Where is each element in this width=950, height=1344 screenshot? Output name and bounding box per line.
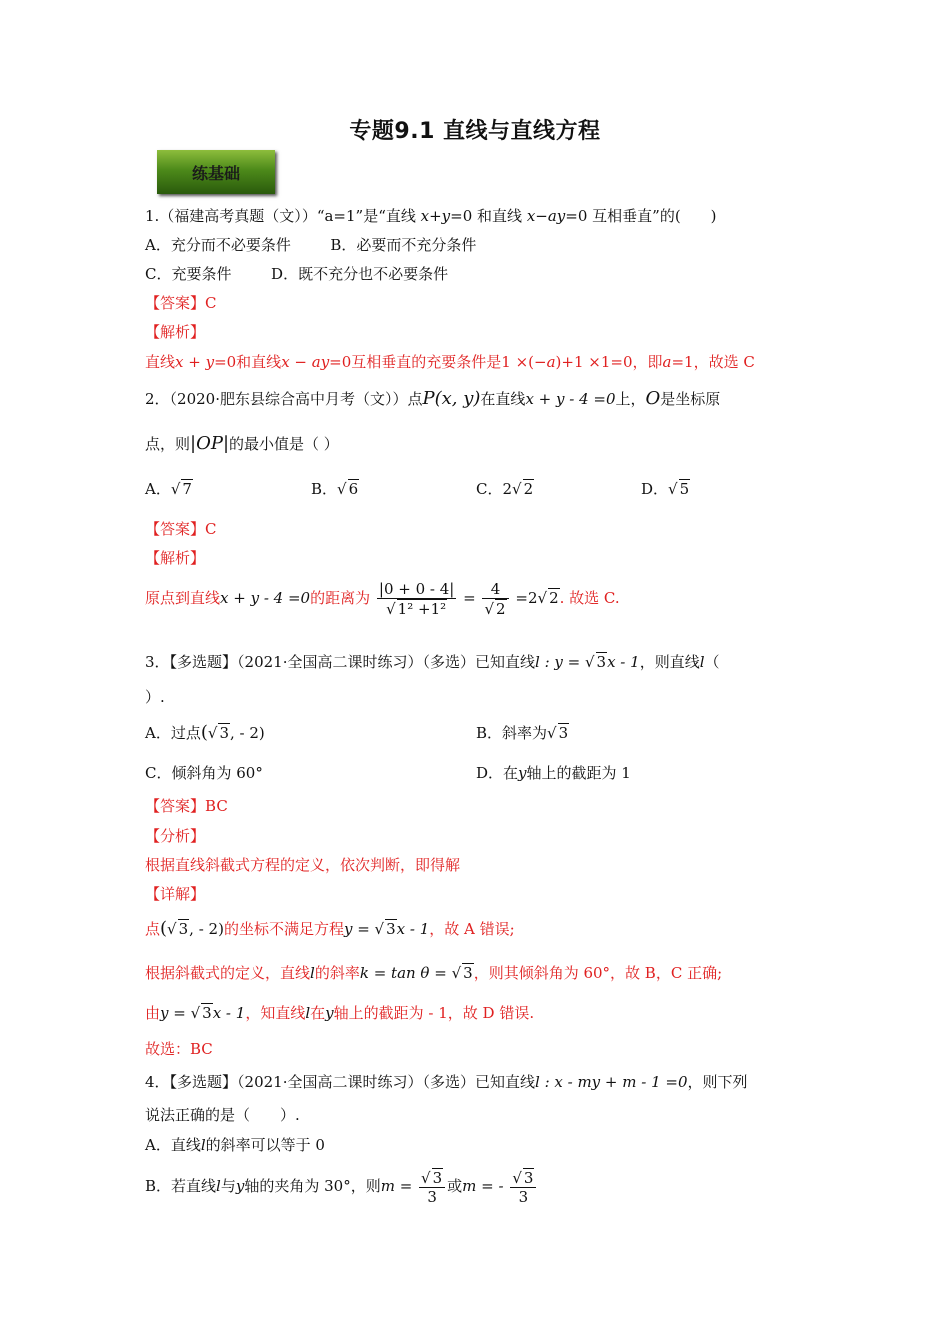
q4-option-b: B．若直线l与y轴的夹角为 30°，则m = $\frac{√ 3}{3}$ 或m = - $\frac{√ 3}{3}$ — [145, 1168, 538, 1206]
q1-stem: 1.（福建高考真题（文））“a=1”是“直线 x+y=0 和直线 x−ay=0 互相垂直”的( ) — [145, 207, 717, 225]
q1-answer: 【答案】C — [145, 294, 217, 312]
q1-options-row2 — [145, 263, 448, 284]
q1-option-d: D．既不充分也不必要条件 — [271, 265, 449, 283]
section-badge: 练基础 — [157, 150, 275, 194]
q3-fenxi: 根据直线斜截式方程的定义，依次判断，即得解 — [145, 856, 461, 874]
q3-detail-1: 点(√ 3, - 2)的坐标不满足方程y = √ 3x - 1，故 A 错误; — [145, 918, 515, 939]
q2-stem-line2: 点，则|OP|的最小值是（ ） — [145, 433, 339, 454]
q3-option-b: B．斜率为√ 3 — [476, 724, 569, 742]
q3-option-a: A．过点(√ 3, - 2) — [145, 722, 265, 743]
q2-analysis-label: 【解析】 — [145, 549, 206, 567]
q3-detail-3: 由y = √ 3x - 1，知直线l在y轴上的截距为 - 1，故 D 错误. — [145, 1004, 535, 1022]
q1-options-row1 — [145, 234, 476, 255]
q2-option-b: B．√ 6 — [311, 480, 359, 498]
q2-options — [145, 478, 805, 499]
page-title: 专题9.1 直线与直线方程 — [349, 119, 601, 144]
q2-analysis: 原点到直线x + y - 4 =0的距离为 $\frac{|0 + 0 - 4|}{\text{√ 1² +1²}}$ = $\frac{4}{√ 2}$ =2√ 2. 故选 C. — [145, 580, 620, 618]
q1-option-b: B．必要而不充分条件 — [330, 236, 477, 254]
q3-stem-line2: ）. — [145, 688, 165, 706]
q3-final: 故选：BC — [145, 1040, 213, 1058]
q3-detail-2: 根据斜截式的定义，直线l的斜率k = tan θ = √ 3，则其倾斜角为 60°，故 B，C 正确; — [145, 964, 723, 982]
q3-answer: 【答案】BC — [145, 797, 228, 815]
q1-analysis: 直线x + y=0和直线x − ay=0互相垂直的充要条件是1 ×(−a)+1 ×1=0，即a=1，故选 C — [145, 353, 755, 371]
q2-stem-line1: 2．（2020·肥东县综合高中月考（文））点P(x, y)在直线x + y - 4 =0上，O是坐标原 — [145, 388, 721, 409]
q3-fenxi-label: 【分析】 — [145, 827, 206, 845]
q1-option-a: A．充分而不必要条件 — [145, 236, 291, 254]
q3-option-d: D．在y轴上的截距为 1 — [476, 764, 631, 782]
q4-stem-line1: 4．【多选题】（2021·全国高二课时练习）（多选）已知直线l : x - my + m - 1 =0，则下列 — [145, 1073, 748, 1091]
q1-option-c: C．充要条件 — [145, 265, 232, 283]
q2-answer: 【答案】C — [145, 520, 217, 538]
q2-option-c: C．2√ 2 — [476, 480, 534, 498]
q4-stem-line2: 说法正确的是（ ）. — [145, 1106, 300, 1124]
q4-option-a: A．直线l的斜率可以等于 0 — [145, 1136, 325, 1154]
q3-stem-line1: 3．【多选题】（2021·全国高二课时练习）（多选）已知直线l : y = √ 3x - 1，则直线l（ — [145, 653, 720, 671]
q3-detail-label: 【详解】 — [145, 885, 206, 903]
q2-option-a: A．√ 7 — [145, 480, 192, 498]
q2-option-d: D．√ 5 — [641, 480, 690, 498]
q1-analysis-label: 【解析】 — [145, 323, 206, 341]
q3-option-c: C．倾斜角为 60° — [145, 764, 263, 782]
